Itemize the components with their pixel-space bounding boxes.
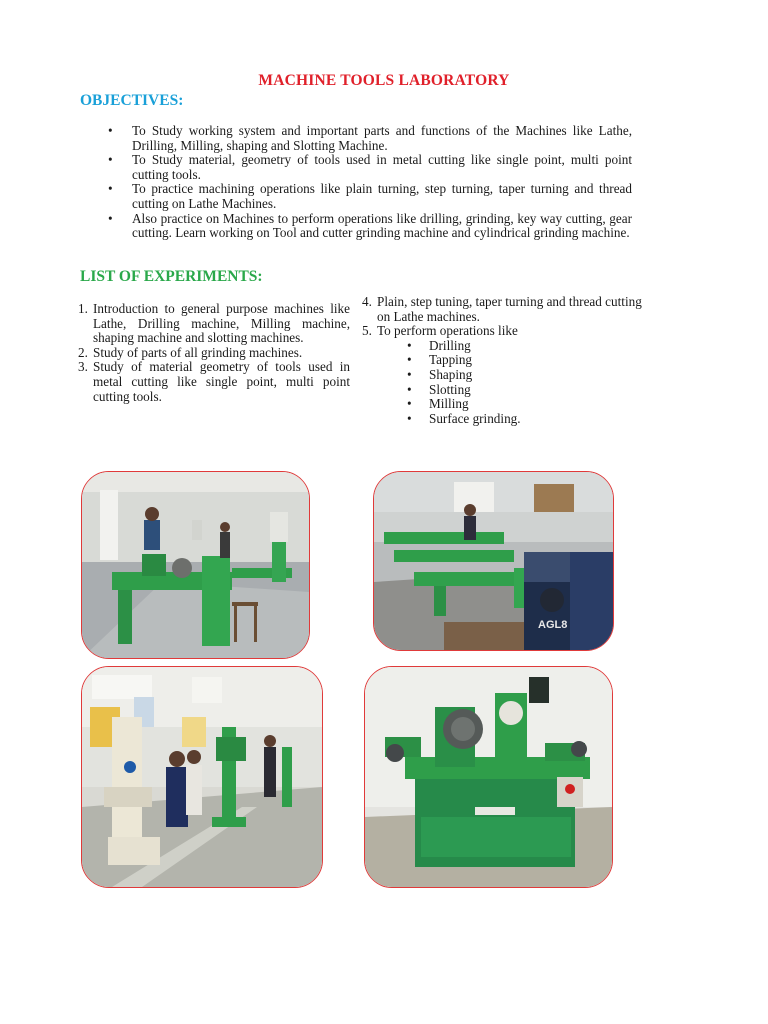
operation-item: • Surface grinding.	[407, 412, 642, 427]
experiment-text: Introduction to general purpose machines like Lathe, Drilling machine, Milling machine, shaping machine and slotting machines.	[93, 301, 350, 346]
experiment-number: 2.	[78, 344, 88, 360]
experiment-item	[362, 295, 642, 324]
grinding-machine-photo	[364, 666, 613, 888]
experiment-item	[78, 360, 350, 404]
experiment-text: Plain, step tuning, taper turning and thread cutting on Lathe machines.	[377, 294, 642, 324]
drilling-lab-photo	[81, 666, 323, 888]
grinding-machine-illustration	[365, 667, 612, 887]
experiment-text: Study of material geometry of tools used in metal cutting like single point, multi point cutting tools.	[93, 359, 350, 404]
objective-item: • To Study material, geometry of tools used in metal cutting like single point, multi point cutting tools.	[108, 153, 632, 182]
operation-item: • Slotting	[407, 383, 642, 398]
experiment-number: 3.	[78, 359, 88, 375]
operation-item: • Tapping	[407, 353, 642, 368]
objective-item: • To practice machining operations like plain turning, step turning, taper turning and thread cutting on Lathe Machines.	[108, 182, 632, 211]
experiments-list-left	[78, 302, 350, 404]
experiment-number: 1.	[78, 301, 88, 316]
experiment-text: To perform operations like	[377, 323, 518, 339]
operation-item: • Shaping	[407, 368, 642, 383]
experiment-text: Study of parts of all grinding machines.	[93, 344, 303, 360]
lathe-lab-photo	[81, 471, 310, 659]
objectives-heading: OBJECTIVES:	[80, 92, 184, 109]
operation-item: • Milling	[407, 397, 642, 412]
experiments-list-right	[362, 295, 642, 426]
experiment-item	[78, 346, 350, 361]
experiment-number: 4.	[362, 294, 372, 309]
lathe-row-illustration	[374, 472, 613, 650]
operations-list	[377, 339, 642, 427]
objective-item: • Also practice on Machines to perform operations like drilling, grinding, key way cutting, gear cutting. Learn working on Tool and cutter grinding machine and cylindrical grinding machine.	[108, 212, 632, 241]
drilling-lab-illustration	[82, 667, 322, 887]
objectives-list	[108, 124, 632, 241]
page-title: MACHINE TOOLS LABORATORY	[258, 72, 510, 89]
lathe-lab-illustration	[82, 472, 309, 658]
experiment-item	[362, 324, 642, 426]
experiment-number: 5.	[362, 323, 372, 339]
experiment-item	[78, 302, 350, 346]
lathe-row-photo	[373, 471, 614, 651]
objective-item: • To Study working system and important parts and functions of the Machines like Lathe, Drilling, Milling, shaping and Slotting Machine.	[108, 124, 632, 153]
operation-item: • Drilling	[407, 339, 642, 354]
experiments-heading: LIST OF EXPERIMENTS:	[80, 268, 263, 285]
machine-label: AGL8	[538, 619, 568, 631]
